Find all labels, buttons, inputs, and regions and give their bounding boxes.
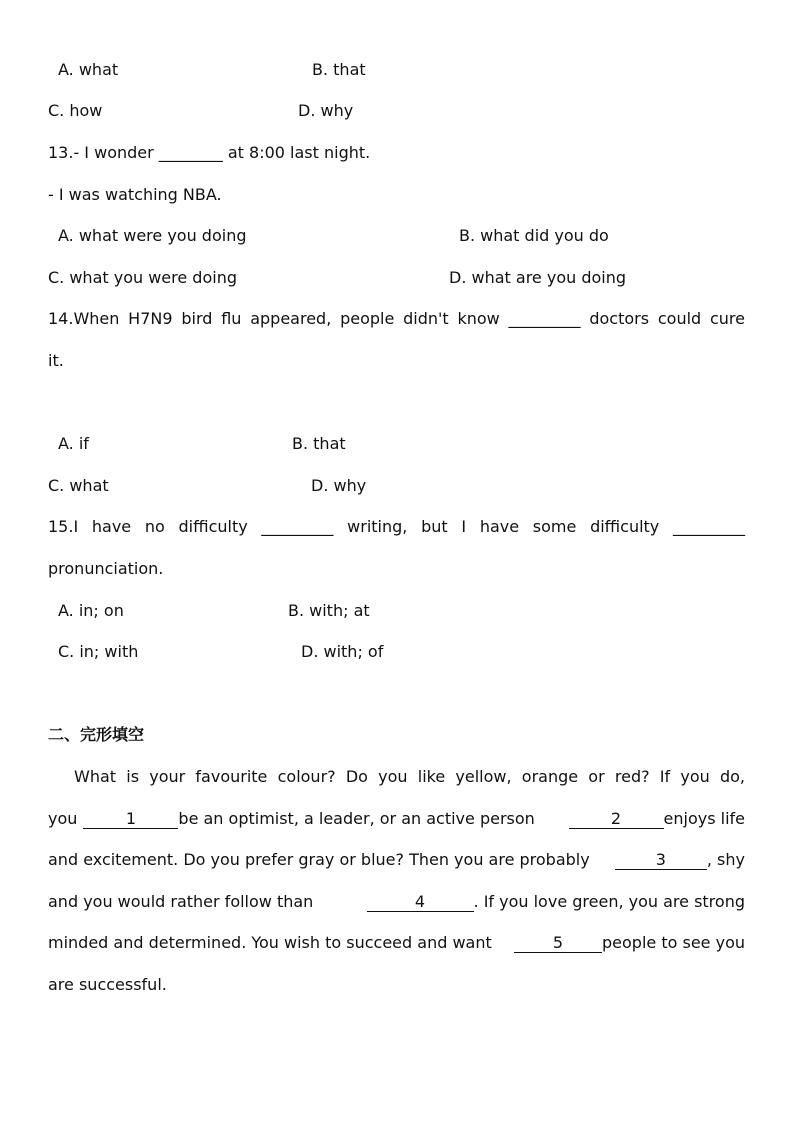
q15-option-c: C. in; with [58, 642, 139, 661]
q12-option-d: D. why [298, 101, 354, 120]
cloze-blank-4[interactable]: 4 [367, 893, 474, 912]
cloze-line-6: are successful. [48, 975, 167, 994]
q14-option-a: A. if [58, 434, 89, 453]
q15-option-d: D. with; of [301, 642, 384, 661]
q13-stem: 13.- I wonder ________ at 8:00 last night. [48, 143, 371, 162]
cloze-line-5 [48, 933, 745, 953]
q13-option-d: D. what are you doing [449, 268, 627, 287]
cloze-blank-2[interactable]: 2 [569, 810, 664, 829]
q13-reply: - I was watching NBA. [48, 185, 222, 204]
cloze-text: people to see you [602, 933, 745, 952]
q13-option-a: A. what were you doing [58, 226, 247, 245]
q12-option-c: C. how [48, 101, 103, 120]
q15-stem-line1: 15.I have no difficulty _________ writing, but I have some difficulty _________ [48, 517, 745, 536]
q13-option-c: C. what you were doing [48, 268, 237, 287]
cloze-text: . If you love green, you are strong [473, 892, 745, 911]
cloze-text: and you would rather follow than [48, 892, 314, 911]
cloze-text: and excitement. Do you prefer gray or blue? Then you are probably [48, 850, 590, 869]
cloze-text: minded and determined. You wish to succeed and want [48, 933, 492, 952]
q15-stem-line2: pronunciation. [48, 559, 164, 578]
cloze-segment [83, 809, 745, 829]
cloze-line-3 [48, 850, 745, 870]
section-heading: 二、完形填空 [48, 725, 145, 744]
q14-option-b: B. that [292, 434, 346, 453]
q13-option-b: B. what did you do [459, 226, 609, 245]
cloze-line-1: What is your favourite colour? Do you like yellow, orange or red? If you do, [74, 767, 745, 786]
q15-option-a: A. in; on [58, 601, 124, 620]
cloze-line-4 [48, 892, 745, 912]
cloze-blank-5[interactable]: 5 [514, 934, 602, 953]
q14-option-d: D. why [311, 476, 367, 495]
q14-stem-line1: 14.When H7N9 bird flu appeared, people didn't know _________ doctors could cure [48, 309, 745, 328]
cloze-text: you [48, 809, 78, 828]
q12-option-a: A. what [58, 60, 119, 79]
cloze-line-2 [48, 809, 745, 829]
cloze-text: , shy [706, 850, 745, 869]
q15-option-b: B. with; at [288, 601, 370, 620]
cloze-text: be an optimist, a leader, or an active person [178, 809, 535, 828]
cloze-text: enjoys life [663, 809, 745, 828]
q14-stem-line2: it. [48, 351, 64, 370]
cloze-blank-1[interactable]: 1 [83, 810, 178, 829]
cloze-blank-3[interactable]: 3 [615, 851, 707, 870]
q14-option-c: C. what [48, 476, 109, 495]
q12-option-b: B. that [312, 60, 366, 79]
